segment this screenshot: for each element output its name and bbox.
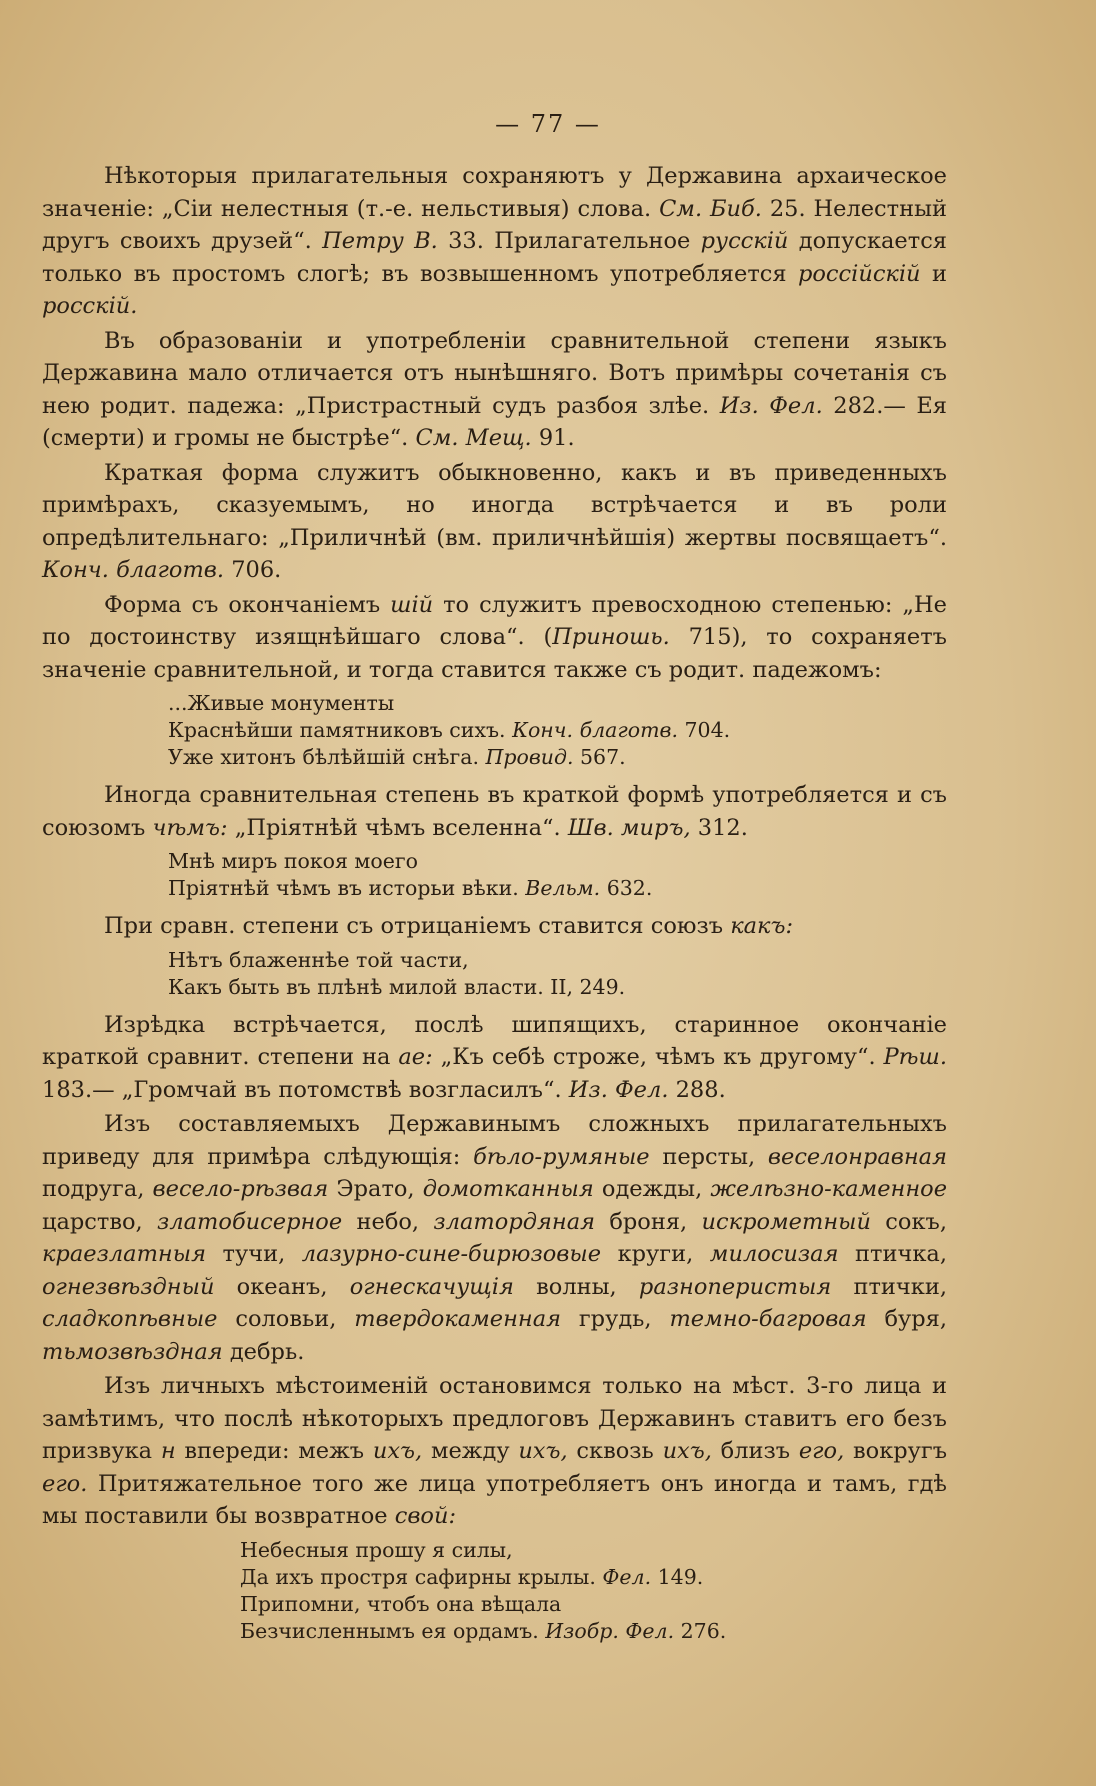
italic-term: чѣмъ: (152, 814, 228, 841)
text: Изрѣдка встрѣчается, послѣ шипящихъ, старинное окончанiе краткой сравнит. степени на (42, 1011, 947, 1070)
text: 91. (531, 425, 575, 451)
paragraph-1 (42, 160, 947, 323)
italic-term: краезлатныя (42, 1241, 206, 1267)
text: Въ образованiи и употребленiи сравнительной степени языкъ Державина мало отличается отъ нынѣшняго. Вотъ примѣры сочетанiя съ нею родит. падежа: „Пристрастный судъ разбоя злѣе. (42, 327, 947, 419)
italic-term: его. (42, 1470, 88, 1497)
text: 288. (668, 1076, 726, 1103)
citation: Вельм. (525, 876, 601, 900)
citation: Шв. миръ, (567, 814, 691, 841)
citation: Петру В. (322, 228, 438, 254)
citation: Рѣш. (883, 1044, 947, 1070)
italic-term: домотканныя (422, 1176, 594, 1202)
verse-line: Мнѣ миръ покоя моего (168, 849, 418, 873)
verse-line: Прiятнѣй чѣмъ въ исторьи вѣки. Вельм. 632. (168, 876, 653, 900)
paragraph-8: Изъ составляемыхъ Державинымъ сложныхъ прилагательныхъ приведу для примѣра слѣдующiя: бѣло-румяные персты, веселонравная подруга, весело-рѣзвая Эрато, домотканныя одежды, желѣзно-каменное царство, златобисерное небо, златордяная броня, искрометный сокъ, краезлатныя тучи, лазурно-сине-бирюзовые круги, милосизая птичка, огнезвѣздный океанъ, огнескачущiя волны, разноперистыя птички, сладкопѣвные соловьи, твердокаменная грудь, темно-багровая буря, тьмозвѣздная дебрь. (42, 1111, 948, 1365)
text: Форма съ окончанiемъ (104, 591, 391, 618)
text: то служитъ превосходною степенью: „Не по достоинству изящнѣйшаго слова“. ( (42, 591, 947, 650)
italic-term: свой: (394, 1503, 457, 1529)
paragraph-6 (42, 910, 947, 943)
text: 706. (224, 557, 282, 583)
verse-line: Нѣтъ блаженнѣе той части, (168, 947, 469, 972)
italic-term: ихъ, (662, 1438, 712, 1464)
citation: Конч. благотв. (512, 718, 678, 742)
citation: Провид. (485, 745, 574, 769)
verse-line: Уже хитонъ бѣлѣйшiй снѣга. Провид. 567. (168, 745, 626, 769)
text: Краткая форма служитъ обыкновенно, какъ и въ приведенныхъ примѣрахъ, сказуемымъ, но иногда встрѣчается и въ роли опредѣлительнаго: „Приличнѣй (вм. приличнѣйшiя) жертвы посвящаетъ“. (42, 459, 947, 551)
text: Нѣкоторыя прилагательныя сохраняютъ у Державина архаическое значенiе: „Сiи нелестныя (т.-е. нельстивыя) слова. (42, 163, 947, 222)
verse-quote-4 (42, 1537, 947, 1645)
citation: См. Биб. (659, 195, 762, 222)
citation: Фел. (602, 1564, 652, 1589)
italic-term: бѣло-румяные (473, 1143, 650, 1170)
italic-term: желѣзно-каменное (710, 1176, 948, 1202)
paragraph-9: Изъ личныхъ мѣстоименiй остановимся только на мѣст. 3-го лица и замѣтимъ, что послѣ нѣкоторыхъ предлоговъ Державинъ ставитъ его безъ призвука н впереди: межъ ихъ, между ихъ, сквозь ихъ, близъ его, вокругъ его. Притяжательное того же лица употребляетъ онъ иногда и тамъ, гдѣ мы поставили бы возвратное свой: (42, 1373, 948, 1529)
verse-line: Какъ быть въ плѣнѣ милой власти. II, 249. (168, 974, 626, 999)
citation: Изобр. Фел. (545, 1618, 675, 1643)
text: 282.— Ея (смерти) и громы не быстрѣе“. (42, 392, 947, 451)
verse-line: Да ихъ простря сафирны крылы. Фел. 149. (240, 1564, 704, 1589)
text: допускается только въ простомъ слогѣ; въ возвышенномъ употребляется (42, 228, 947, 287)
verse-line: Безчисленнымъ ея ордамъ. Изобр. Фел. 276. (240, 1618, 727, 1643)
verse-line: Небесныя прошу я силы, (240, 1537, 513, 1562)
text: 715), то сохраняетъ значенiе сравнительной, и тогда ставится также съ родит. падежомъ: (42, 624, 947, 683)
italic-term: разноперистыя (638, 1273, 832, 1300)
verse-line: ...Живые монументы (168, 691, 395, 715)
paragraph-4 (42, 589, 947, 687)
page-number: — 77 — (495, 110, 601, 138)
italic-term: тьмозвѣздная (42, 1338, 223, 1365)
verse-line: Припомни, чтобъ она вѣщала (240, 1591, 562, 1616)
citation: Конч. благотв. (42, 557, 225, 583)
italic-term: лазурно-сине-бирюзовые (301, 1241, 602, 1267)
italic-term: златордяная (433, 1208, 596, 1235)
text: Иногда сравнительная степень въ краткой формѣ употребляется и съ союзомъ (42, 782, 947, 841)
paragraph-5 (42, 779, 947, 844)
italic-term: огнезвѣздный (42, 1273, 215, 1300)
italic-term: его, (798, 1438, 845, 1464)
paragraph-7 (42, 1009, 947, 1107)
italic-term: какъ: (730, 913, 794, 939)
italic-term: искрометный (701, 1208, 871, 1235)
text: 33. Прилагательное (437, 228, 701, 254)
text: 312. (690, 814, 748, 841)
text: и (920, 260, 947, 287)
italic-term: русскiй (700, 228, 789, 254)
italic-term: милосизая (709, 1241, 839, 1267)
citation: Из. Фел. (568, 1076, 669, 1103)
paragraph-2 (42, 325, 947, 455)
citation: См. Мещ. (415, 425, 532, 451)
text: 25. Нелестный другъ своихъ друзей“. (42, 195, 947, 254)
verse-quote-3 (42, 947, 947, 1001)
italic-term: росскiй. (42, 293, 138, 319)
italic-term: ихъ, (372, 1438, 423, 1464)
italic-term: веселонравная (767, 1143, 947, 1170)
italic-term: россiйскiй (797, 260, 921, 287)
italic-term: огнескачущiя (349, 1273, 514, 1300)
page-body (42, 160, 947, 1653)
italic-term: твердокаменная (354, 1306, 562, 1332)
text: „Прiятнѣй чѣмъ вселенна“. (227, 814, 568, 841)
paragraph-3 (42, 457, 947, 587)
text: „Къ себѣ строже, чѣмъ къ другому“. (432, 1044, 884, 1070)
italic-term: ае: (398, 1044, 433, 1070)
verse-line: Краснѣйши памятниковъ сихъ. Конч. благотв. 704. (168, 718, 731, 742)
italic-term: ихъ, (518, 1438, 568, 1464)
verse-quote-2 (42, 848, 947, 902)
italic-term: н (160, 1438, 176, 1464)
italic-term: весело-рѣзвая (152, 1176, 329, 1202)
italic-term: сладкопѣвные (42, 1306, 218, 1332)
italic-term: темно-багровая (669, 1306, 867, 1332)
italic-term: шiй (390, 591, 434, 618)
citation: Из. Фел. (719, 392, 823, 419)
verse-quote-1 (42, 690, 947, 771)
citation: Приношь. (552, 624, 670, 650)
italic-term: златобисерное (157, 1208, 343, 1235)
text: 183.— „Громчай въ потомствѣ возгласилъ“. (42, 1076, 569, 1103)
text: При сравн. степени съ отрицанiемъ ставится союзъ (104, 913, 731, 939)
